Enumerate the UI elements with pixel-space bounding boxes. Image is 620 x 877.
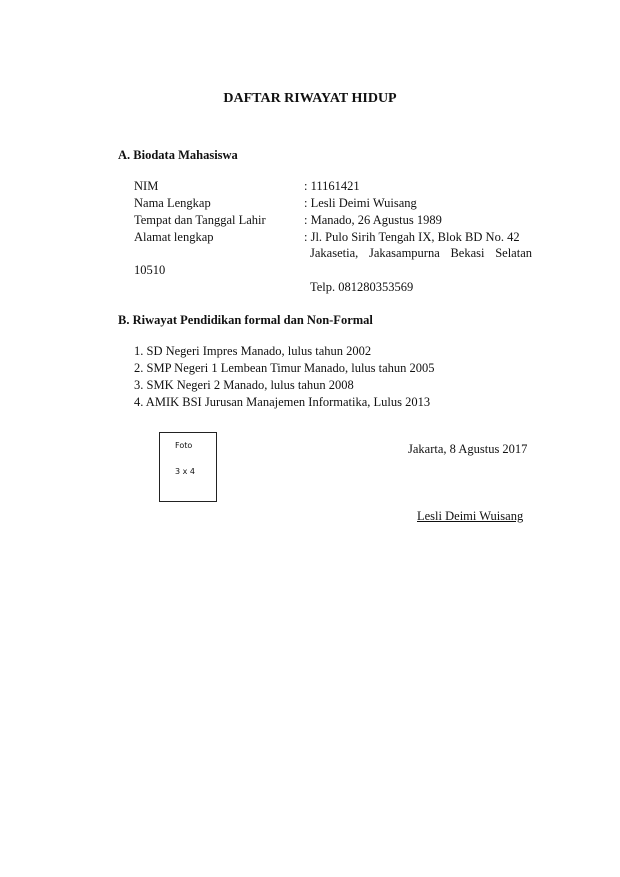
field-value-address: : Jl. Pulo Sirih Tengah IX, Blok BD No. 42: [304, 230, 520, 244]
section-b-heading: B. Riwayat Pendidikan formal dan Non-Formal: [118, 313, 373, 327]
section-a-heading: A. Biodata Mahasiswa: [118, 148, 238, 162]
phone-number: Telp. 081280353569: [310, 280, 414, 294]
photo-placeholder: [159, 432, 217, 502]
page-title: DAFTAR RIWAYAT HIDUP: [223, 91, 397, 106]
list-item: 4. AMIK BSI Jurusan Manajemen Informatika, Lulus 2013: [134, 395, 431, 409]
address-word: Jakasetia,: [310, 246, 359, 260]
photo-label: Foto: [175, 441, 193, 450]
address-word: Jakasampurna: [368, 246, 440, 260]
address-line-3: 10510: [134, 263, 166, 277]
field-label-name: Nama Lengkap: [134, 196, 211, 210]
address-line-2: [310, 246, 532, 261]
field-label-birth: Tempat dan Tanggal Lahir: [134, 213, 266, 227]
field-value-nim: : 11161421: [304, 179, 360, 193]
list-item: 1. SD Negeri Impres Manado, lulus tahun 2002: [134, 344, 372, 358]
field-value-birth: : Manado, 26 Agustus 1989: [304, 213, 442, 227]
list-item: 3. SMK Negeri 2 Manado, lulus tahun 2008: [134, 378, 354, 392]
field-value-name: : Lesli Deimi Wuisang: [304, 196, 417, 210]
list-item: 2. SMP Negeri 1 Lembean Timur Manado, lulus tahun 2005: [134, 361, 435, 375]
signature-name: Lesli Deimi Wuisang: [417, 509, 524, 523]
photo-size-label: 3 x 4: [175, 467, 195, 476]
address-word: Bekasi: [450, 246, 485, 260]
field-label-nim: NIM: [134, 179, 159, 193]
address-word: Selatan: [495, 246, 532, 260]
place-date: Jakarta, 8 Agustus 2017: [408, 442, 528, 456]
field-label-address: Alamat lengkap: [134, 230, 214, 244]
